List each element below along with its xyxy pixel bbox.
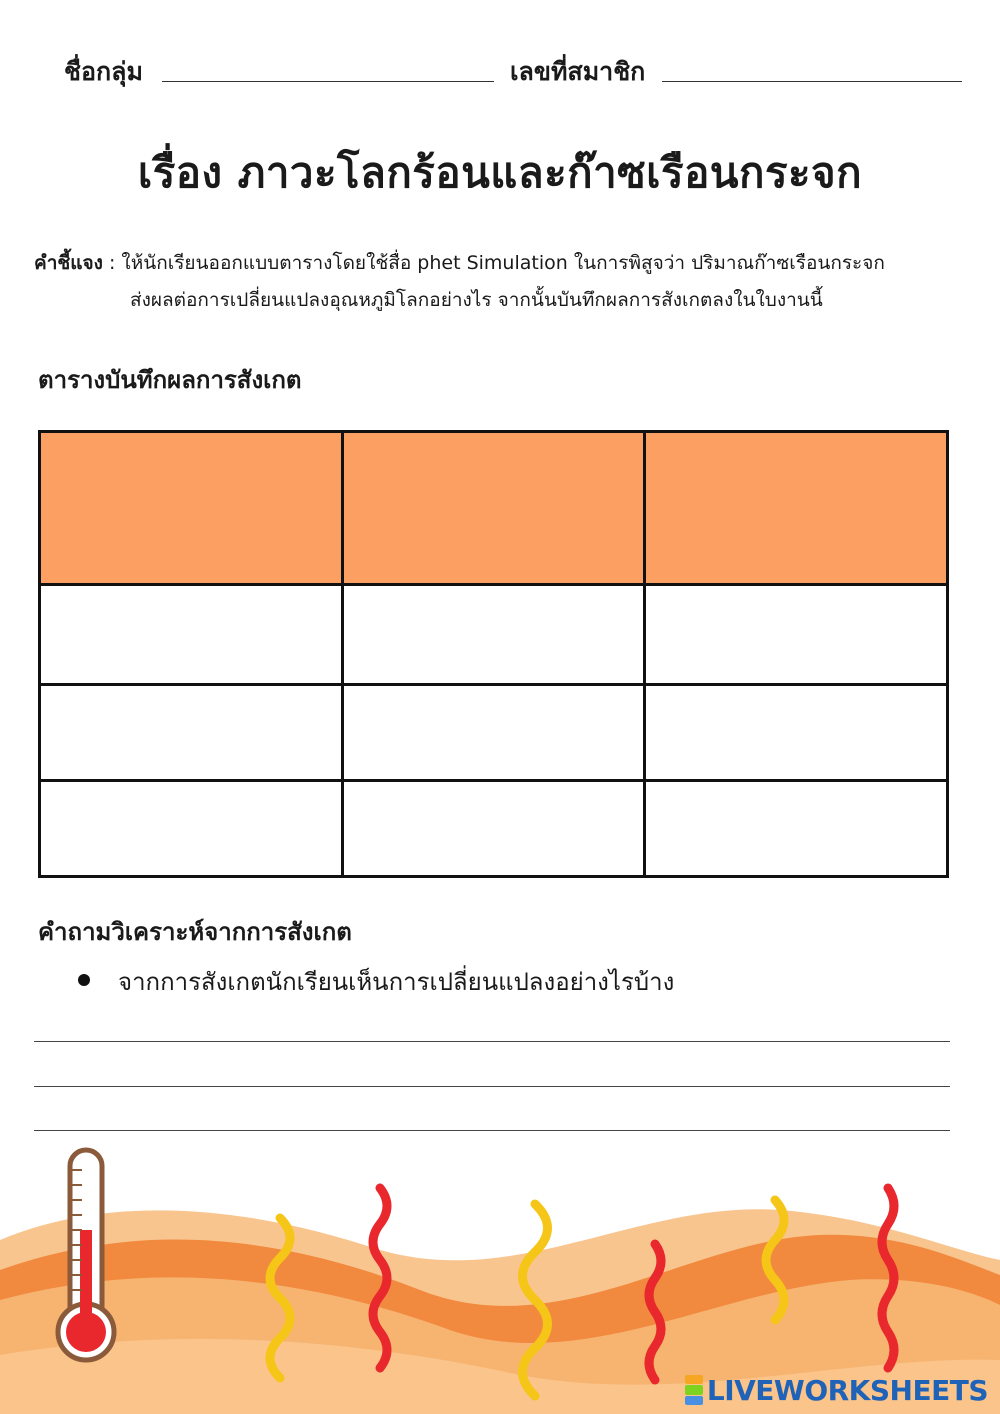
table-row — [40, 585, 948, 685]
table-cell[interactable] — [40, 781, 343, 877]
table-section-title: ตารางบันทึกผลการสังเกต — [38, 366, 302, 394]
page-title: เรื่อง ภาวะโลกร้อนและก๊าซเรือนกระจก — [137, 148, 863, 197]
answer-line[interactable] — [34, 1130, 950, 1131]
table-cell[interactable] — [645, 585, 948, 685]
table-row — [40, 685, 948, 781]
liveworksheets-logo[interactable] — [685, 1372, 988, 1408]
observation-table — [38, 430, 949, 878]
logo-text: LIVEWORKSHEETS — [706, 1373, 988, 1407]
instructions-separator: : — [102, 252, 122, 274]
instructions-text-1: ให้นักเรียนออกแบบตารางโดยใช้สื่อ phet Simulation ในการพิสูจว่า ปริมาณก๊าซเรือนกระจก — [121, 252, 885, 274]
logo-mark-icon — [685, 1375, 703, 1405]
table-cell[interactable] — [40, 685, 343, 781]
member-number-field[interactable] — [662, 81, 962, 82]
table-cell[interactable] — [645, 781, 948, 877]
group-name-label: ชื่อกลุ่ม — [64, 57, 143, 86]
table-cell[interactable] — [342, 585, 645, 685]
group-name-field[interactable] — [162, 81, 494, 82]
table-cell[interactable] — [40, 585, 343, 685]
question-text: จากการสังเกตนักเรียนเห็นการเปลี่ยนแปลงอย่างไรบ้าง — [118, 968, 675, 996]
questions-section-title: คำถามวิเคราะห์จากการสังเกต — [38, 918, 352, 946]
answer-line[interactable] — [34, 1041, 950, 1042]
table-header-cell[interactable] — [342, 432, 645, 585]
instructions-text-2: ส่งผลต่อการเปลี่ยนแปลงอุณหภูมิโลกอย่างไร จากนั้นบันทึกผลการสังเกตลงในใบงานนี้ — [130, 289, 823, 311]
table-cell[interactable] — [342, 781, 645, 877]
table-header-row — [40, 432, 948, 585]
instructions-label: คำชี้แจง — [34, 252, 103, 274]
instructions-line-1 — [34, 245, 964, 281]
table-header-cell[interactable] — [40, 432, 343, 585]
table-cell[interactable] — [645, 685, 948, 781]
instructions-line-2 — [130, 282, 970, 318]
answer-line[interactable] — [34, 1086, 950, 1087]
bullet-icon — [78, 974, 90, 986]
table-row — [40, 781, 948, 877]
table-header-cell[interactable] — [645, 432, 948, 585]
header-row — [64, 52, 962, 92]
table-cell[interactable] — [342, 685, 645, 781]
member-number-label: เลขที่สมาชิก — [510, 57, 646, 86]
